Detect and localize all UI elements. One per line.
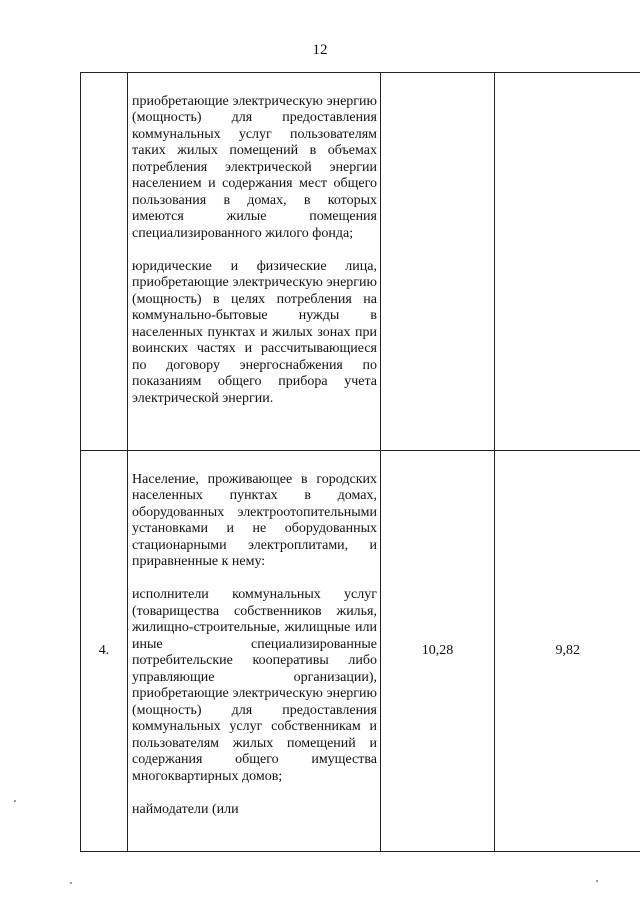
description-paragraph: приобретающие электрическую энергию (мощность) для предоставления коммунальных услуг пользователям таких жилых помещений в объемах потребления электрической энергии населением и содержания мест общего пользования в домах, в которых имеются жилые помещения специализированного жилого фонда;	[132, 93, 377, 241]
description-paragraph: юридические и физические лица, приобретающие электрическую энергию (мощность) в целях потребления на коммунально-бытовые нужды в населенных пунктах и жилых зонах при воинских частях и рассчитывающиеся по договору энергоснабжения по показаниям общего прибора учета электрической энергии.	[132, 258, 377, 406]
description-cell	[128, 451, 381, 852]
description-paragraph: исполнители коммунальных услуг (товарищества собственников жилья, жилищно-строительные, жилищные или иные специализированные потребительские кооперативы либо управляющие организации), приобретающие электрическую энергию (мощность) для предоставления коммунальных услуг собственникам и пользователям жилых помещений и содержания общего имущества многоквартирных домов;	[132, 587, 377, 784]
scan-speck	[596, 880, 598, 882]
description-paragraph: Население, проживающее в городских населенных пунктах в домах, оборудованных электроотопительными установками и не оборудованных стационарными электроплитами, и приравненные к нему:	[132, 471, 377, 569]
table-row	[81, 73, 640, 451]
value-2-cell	[495, 73, 640, 451]
value-2-cell: 9,82	[495, 451, 640, 852]
value-1-cell: 10,28	[381, 451, 495, 852]
scan-speck	[14, 800, 16, 802]
description-paragraph: наймодатели (или	[132, 801, 239, 817]
description-cell	[128, 73, 381, 451]
page-number: 12	[312, 42, 328, 58]
row-number-cell: 4.	[81, 451, 128, 852]
value-1-cell	[381, 73, 495, 451]
tariff-table	[80, 72, 640, 852]
scan-speck	[70, 882, 72, 884]
row-number-cell	[81, 73, 128, 451]
table-row	[81, 451, 640, 852]
